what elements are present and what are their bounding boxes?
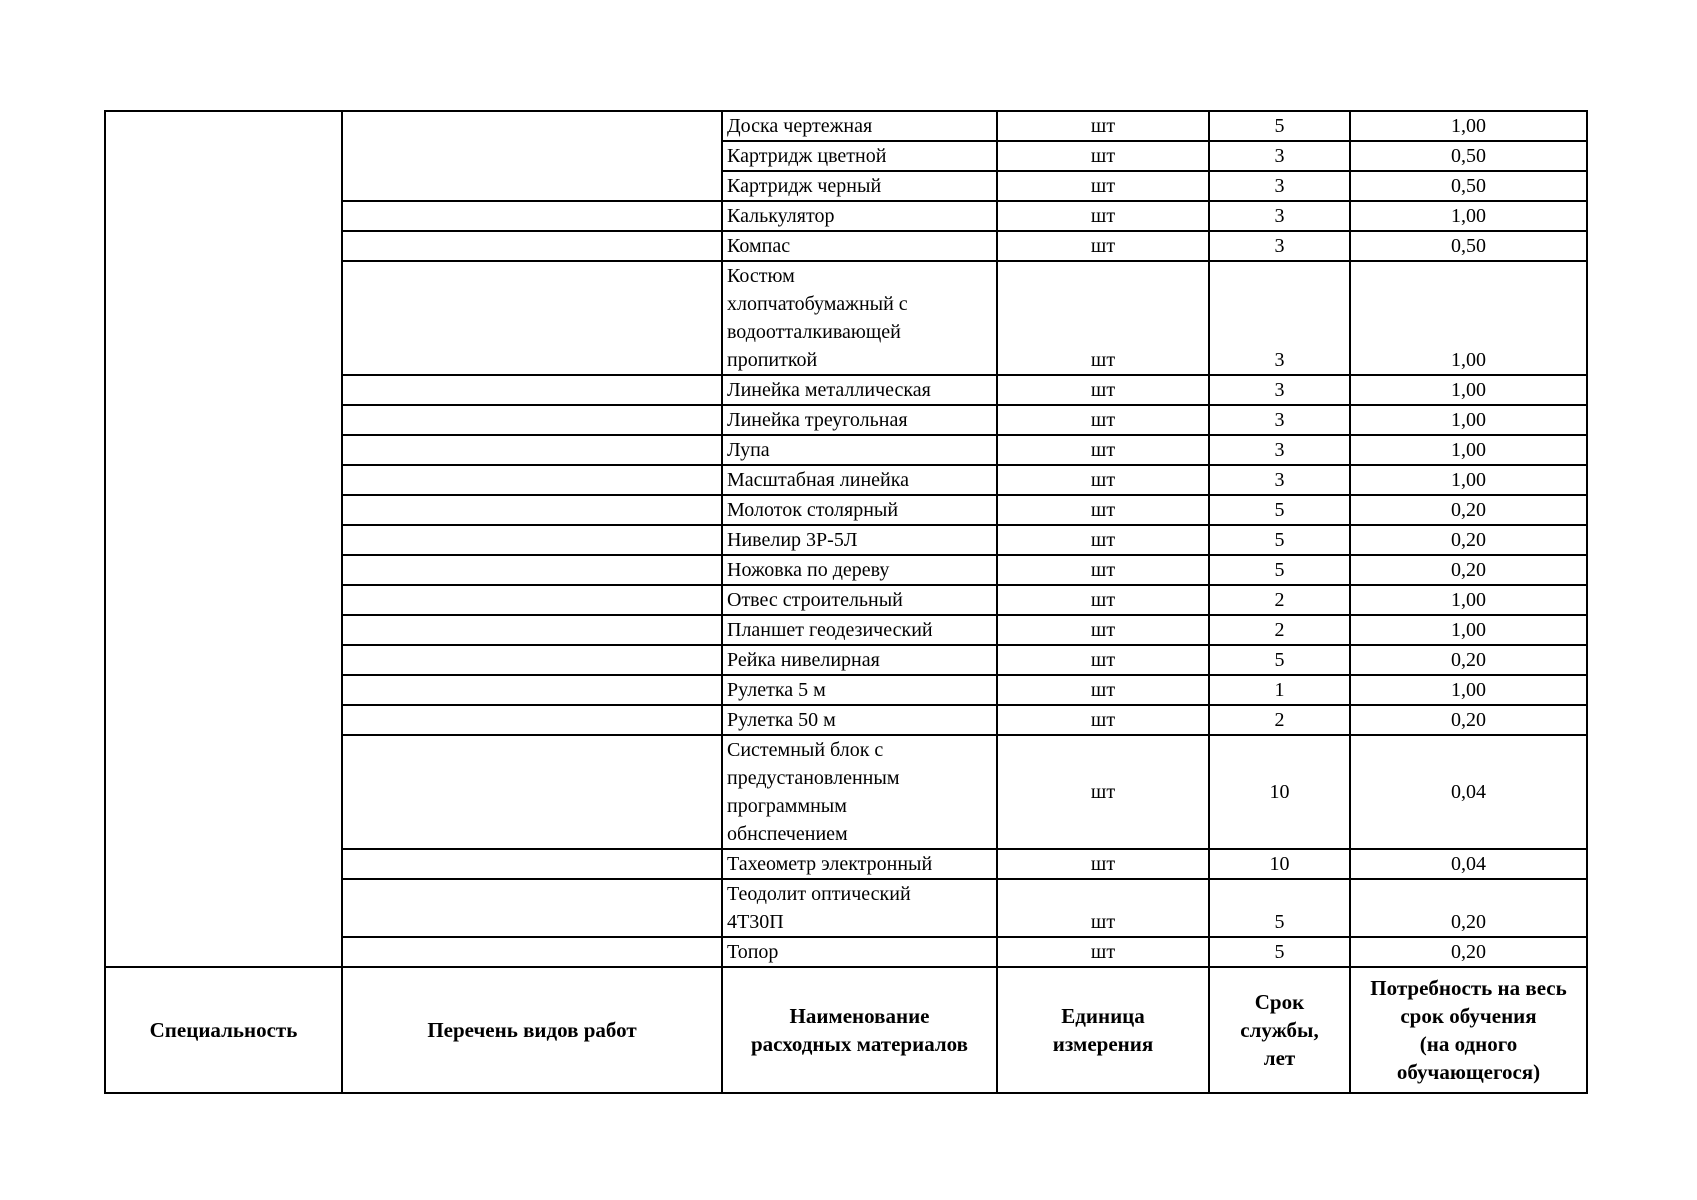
- works-cell: [342, 375, 722, 405]
- materials-table: [104, 110, 1588, 1094]
- material-name-cell: [722, 495, 997, 525]
- service-life-cell-text: 1: [1274, 679, 1285, 701]
- service-life-cell-text: 5: [1274, 649, 1285, 671]
- unit-cell-text: шт: [1090, 589, 1116, 611]
- unit-cell: [997, 495, 1209, 525]
- table-row: [105, 375, 1587, 405]
- works-cell: [342, 111, 722, 141]
- material-name-cell-text: Ножовка по дереву: [727, 559, 890, 581]
- service-life-cell: [1209, 675, 1350, 705]
- unit-cell-text: шт: [1090, 349, 1116, 371]
- material-name-cell-text: Доска чертежная: [727, 115, 873, 137]
- materials-table-body: [105, 111, 1587, 1093]
- works-cell: [342, 735, 722, 849]
- material-name-cell-text: Рулетка 50 м: [727, 709, 836, 731]
- specialty-cell: [105, 937, 342, 967]
- service-life-cell: [1209, 465, 1350, 495]
- table-row: [105, 849, 1587, 879]
- header-specialty: [105, 967, 342, 1093]
- material-name-cell: [722, 201, 997, 231]
- service-life-cell: [1209, 525, 1350, 555]
- need-cell: [1350, 231, 1587, 261]
- material-name-cell-text: Нивелир 3Р-5Л: [727, 529, 858, 551]
- unit-cell: [997, 615, 1209, 645]
- need-cell-text: 0,20: [1451, 941, 1486, 963]
- service-life-cell: [1209, 405, 1350, 435]
- need-cell-text: 0,20: [1451, 709, 1486, 731]
- specialty-cell: [105, 705, 342, 735]
- material-name-cell: [722, 525, 997, 555]
- need-cell-text: 0,20: [1451, 559, 1486, 581]
- specialty-cell: [105, 615, 342, 645]
- header-need-text: Потребность на весь срок обучения (на одного обучающегося): [1370, 976, 1567, 1084]
- specialty-cell: [105, 435, 342, 465]
- header-need: [1350, 967, 1587, 1093]
- material-name-cell-text: Планшет геодезический: [727, 619, 933, 641]
- need-cell-text: 0,20: [1451, 529, 1486, 551]
- service-life-cell: [1209, 111, 1350, 141]
- unit-cell-text: шт: [1090, 853, 1116, 875]
- service-life-cell: [1209, 937, 1350, 967]
- need-cell: [1350, 849, 1587, 879]
- unit-cell: [997, 375, 1209, 405]
- service-life-cell: [1209, 495, 1350, 525]
- service-life-cell-text: 3: [1274, 235, 1285, 257]
- service-life-cell: [1209, 231, 1350, 261]
- need-cell-text: 0,04: [1451, 781, 1486, 803]
- specialty-cell: [105, 375, 342, 405]
- service-life-cell: [1209, 375, 1350, 405]
- unit-cell: [997, 735, 1209, 849]
- header-specialty-text: Специальность: [149, 1018, 298, 1042]
- material-name-cell-text: Костюм хлопчатобумажный с водоотталкивающей пропиткой: [727, 265, 908, 371]
- need-cell: [1350, 735, 1587, 849]
- material-name-cell: [722, 645, 997, 675]
- service-life-cell: [1209, 261, 1350, 375]
- need-cell-text: 1,00: [1451, 409, 1486, 431]
- need-cell: [1350, 201, 1587, 231]
- header-unit: [997, 967, 1209, 1093]
- table-row: [105, 405, 1587, 435]
- service-life-cell-text: 5: [1274, 499, 1285, 521]
- works-cell: [342, 141, 722, 171]
- unit-cell: [997, 555, 1209, 585]
- material-name-cell: [722, 675, 997, 705]
- unit-cell-text: шт: [1090, 145, 1116, 167]
- material-name-cell: [722, 735, 997, 849]
- works-cell: [342, 231, 722, 261]
- material-name-cell: [722, 849, 997, 879]
- unit-cell-text: шт: [1090, 235, 1116, 257]
- unit-cell: [997, 849, 1209, 879]
- need-cell-text: 1,00: [1451, 379, 1486, 401]
- need-cell-text: 0,50: [1451, 175, 1486, 197]
- material-name-cell: [722, 435, 997, 465]
- need-cell: [1350, 555, 1587, 585]
- unit-cell: [997, 937, 1209, 967]
- unit-cell-text: шт: [1090, 205, 1116, 227]
- unit-cell-text: шт: [1090, 679, 1116, 701]
- header-service-life-text: Срок службы, лет: [1240, 990, 1319, 1070]
- material-name-cell-text: Картридж цветной: [727, 145, 887, 167]
- works-cell: [342, 405, 722, 435]
- material-name-cell-text: Линейка металлическая: [727, 379, 931, 401]
- table-row: [105, 645, 1587, 675]
- works-cell: [342, 555, 722, 585]
- material-name-cell-text: Масштабная линейка: [727, 469, 910, 491]
- need-cell: [1350, 465, 1587, 495]
- unit-cell-text: шт: [1090, 499, 1116, 521]
- table-row: [105, 465, 1587, 495]
- need-cell: [1350, 261, 1587, 375]
- header-works-text: Перечень видов работ: [427, 1018, 637, 1042]
- table-row: [105, 201, 1587, 231]
- unit-cell: [997, 171, 1209, 201]
- service-life-cell-text: 3: [1274, 409, 1285, 431]
- need-cell-text: 1,00: [1451, 439, 1486, 461]
- need-cell: [1350, 879, 1587, 937]
- works-cell: [342, 675, 722, 705]
- unit-cell-text: шт: [1090, 469, 1116, 491]
- material-name-cell: [722, 465, 997, 495]
- material-name-cell-text: Линейка треугольная: [727, 409, 908, 431]
- need-cell-text: 1,00: [1451, 679, 1486, 701]
- unit-cell-text: шт: [1090, 529, 1116, 551]
- need-cell: [1350, 495, 1587, 525]
- service-life-cell-text: 3: [1274, 205, 1285, 227]
- need-cell-text: 0,20: [1451, 499, 1486, 521]
- service-life-cell-text: 5: [1274, 911, 1285, 933]
- material-name-cell: [722, 141, 997, 171]
- service-life-cell: [1209, 735, 1350, 849]
- material-name-cell: [722, 405, 997, 435]
- specialty-cell: [105, 555, 342, 585]
- unit-cell-text: шт: [1090, 115, 1116, 137]
- service-life-cell: [1209, 615, 1350, 645]
- need-cell: [1350, 435, 1587, 465]
- material-name-cell: [722, 111, 997, 141]
- need-cell-text: 0,50: [1451, 145, 1486, 167]
- specialty-cell: [105, 735, 342, 849]
- need-cell: [1350, 645, 1587, 675]
- unit-cell: [997, 585, 1209, 615]
- works-cell: [342, 705, 722, 735]
- table-row: [105, 879, 1587, 937]
- service-life-cell: [1209, 555, 1350, 585]
- unit-cell-text: шт: [1090, 409, 1116, 431]
- unit-cell-text: шт: [1090, 709, 1116, 731]
- service-life-cell: [1209, 585, 1350, 615]
- material-name-cell: [722, 555, 997, 585]
- need-cell: [1350, 525, 1587, 555]
- material-name-cell-text: Топор: [727, 941, 779, 963]
- need-cell-text: 1,00: [1451, 115, 1486, 137]
- table-row: [105, 615, 1587, 645]
- table-row: [105, 171, 1587, 201]
- header-material-name-text: Наименование расходных материалов: [750, 1004, 968, 1056]
- material-name-cell: [722, 171, 997, 201]
- need-cell: [1350, 111, 1587, 141]
- material-name-cell: [722, 261, 997, 375]
- material-name-cell-text: Рулетка 5 м: [727, 679, 826, 701]
- table-row: [105, 435, 1587, 465]
- material-name-cell: [722, 585, 997, 615]
- works-cell: [342, 261, 722, 375]
- table-row: [105, 735, 1587, 849]
- need-cell: [1350, 615, 1587, 645]
- service-life-cell: [1209, 645, 1350, 675]
- service-life-cell-text: 2: [1274, 619, 1285, 641]
- unit-cell-text: шт: [1090, 619, 1116, 641]
- unit-cell-text: шт: [1090, 911, 1116, 933]
- need-cell: [1350, 585, 1587, 615]
- material-name-cell-text: Системный блок с предустановленным программным обнспечением: [727, 739, 900, 845]
- service-life-cell: [1209, 705, 1350, 735]
- material-name-cell-text: Тахеометр электронный: [727, 853, 933, 875]
- need-cell: [1350, 675, 1587, 705]
- table-row: [105, 937, 1587, 967]
- works-cell: [342, 525, 722, 555]
- unit-cell-text: шт: [1090, 439, 1116, 461]
- material-name-cell-text: Рейка нивелирная: [727, 649, 880, 671]
- unit-cell: [997, 231, 1209, 261]
- service-life-cell-text: 3: [1274, 349, 1285, 371]
- unit-cell-text: шт: [1090, 781, 1116, 803]
- service-life-cell: [1209, 141, 1350, 171]
- need-cell: [1350, 937, 1587, 967]
- specialty-cell: [105, 525, 342, 555]
- table-row: [105, 525, 1587, 555]
- need-cell-text: 0,50: [1451, 235, 1486, 257]
- specialty-cell: [105, 405, 342, 435]
- unit-cell: [997, 465, 1209, 495]
- table-row: [105, 141, 1587, 171]
- service-life-cell-text: 2: [1274, 589, 1285, 611]
- table-row: [105, 705, 1587, 735]
- works-cell: [342, 201, 722, 231]
- material-name-cell: [722, 615, 997, 645]
- unit-cell: [997, 645, 1209, 675]
- unit-cell: [997, 111, 1209, 141]
- material-name-cell-text: Компас: [727, 235, 791, 257]
- need-cell: [1350, 705, 1587, 735]
- specialty-cell: [105, 585, 342, 615]
- works-cell: [342, 495, 722, 525]
- need-cell: [1350, 141, 1587, 171]
- table-row: [105, 495, 1587, 525]
- table-row: [105, 231, 1587, 261]
- works-cell: [342, 465, 722, 495]
- service-life-cell: [1209, 201, 1350, 231]
- table-row: [105, 111, 1587, 141]
- unit-cell: [997, 525, 1209, 555]
- unit-cell: [997, 675, 1209, 705]
- need-cell-text: 0,20: [1451, 911, 1486, 933]
- service-life-cell-text: 3: [1274, 175, 1285, 197]
- works-cell: [342, 645, 722, 675]
- need-cell-text: 0,04: [1451, 853, 1486, 875]
- unit-cell-text: шт: [1090, 941, 1116, 963]
- service-life-cell-text: 5: [1274, 115, 1285, 137]
- need-cell: [1350, 405, 1587, 435]
- specialty-cell: [105, 645, 342, 675]
- need-cell-text: 1,00: [1451, 349, 1486, 371]
- unit-cell: [997, 435, 1209, 465]
- specialty-cell: [105, 141, 342, 171]
- need-cell-text: 0,20: [1451, 649, 1486, 671]
- material-name-cell-text: Отвес строительный: [727, 589, 903, 611]
- header-unit-text: Единица измерения: [1052, 1004, 1154, 1056]
- service-life-cell-text: 3: [1274, 145, 1285, 167]
- unit-cell: [997, 261, 1209, 375]
- material-name-cell-text: Лупа: [727, 439, 770, 461]
- unit-cell: [997, 705, 1209, 735]
- service-life-cell: [1209, 849, 1350, 879]
- specialty-cell: [105, 465, 342, 495]
- works-cell: [342, 435, 722, 465]
- unit-cell-text: шт: [1090, 379, 1116, 401]
- need-cell-text: 1,00: [1451, 589, 1486, 611]
- service-life-cell-text: 5: [1274, 941, 1285, 963]
- table-row: [105, 585, 1587, 615]
- service-life-cell-text: 10: [1269, 781, 1290, 803]
- header-service-life: [1209, 967, 1350, 1093]
- service-life-cell: [1209, 879, 1350, 937]
- specialty-cell: [105, 231, 342, 261]
- specialty-cell: [105, 111, 342, 141]
- works-cell: [342, 615, 722, 645]
- material-name-cell-text: Калькулятор: [727, 205, 835, 227]
- material-name-cell: [722, 705, 997, 735]
- table-row: [105, 555, 1587, 585]
- table-header-row: [105, 967, 1587, 1093]
- service-life-cell-text: 3: [1274, 439, 1285, 461]
- material-name-cell-text: Картридж черный: [727, 175, 882, 197]
- unit-cell: [997, 879, 1209, 937]
- need-cell: [1350, 171, 1587, 201]
- service-life-cell-text: 5: [1274, 559, 1285, 581]
- need-cell-text: 1,00: [1451, 469, 1486, 491]
- service-life-cell-text: 2: [1274, 709, 1285, 731]
- specialty-cell: [105, 675, 342, 705]
- service-life-cell-text: 5: [1274, 529, 1285, 551]
- unit-cell: [997, 201, 1209, 231]
- table-row: [105, 261, 1587, 375]
- service-life-cell-text: 10: [1269, 853, 1290, 875]
- service-life-cell: [1209, 435, 1350, 465]
- works-cell: [342, 879, 722, 937]
- works-cell: [342, 937, 722, 967]
- works-cell: [342, 171, 722, 201]
- unit-cell-text: шт: [1090, 175, 1116, 197]
- specialty-cell: [105, 171, 342, 201]
- material-name-cell-text: Молоток столярный: [727, 499, 899, 521]
- material-name-cell-text: Теодолит оптический 4Т30П: [727, 883, 911, 933]
- need-cell: [1350, 375, 1587, 405]
- service-life-cell-text: 3: [1274, 379, 1285, 401]
- works-cell: [342, 585, 722, 615]
- unit-cell-text: шт: [1090, 559, 1116, 581]
- table-row: [105, 675, 1587, 705]
- unit-cell: [997, 141, 1209, 171]
- need-cell-text: 1,00: [1451, 205, 1486, 227]
- material-name-cell: [722, 879, 997, 937]
- specialty-cell: [105, 201, 342, 231]
- material-name-cell: [722, 231, 997, 261]
- header-material-name: [722, 967, 997, 1093]
- header-works: [342, 967, 722, 1093]
- need-cell-text: 1,00: [1451, 619, 1486, 641]
- unit-cell-text: шт: [1090, 649, 1116, 671]
- material-name-cell: [722, 375, 997, 405]
- specialty-cell: [105, 495, 342, 525]
- unit-cell: [997, 405, 1209, 435]
- specialty-cell: [105, 879, 342, 937]
- specialty-cell: [105, 849, 342, 879]
- specialty-cell: [105, 261, 342, 375]
- works-cell: [342, 849, 722, 879]
- material-name-cell: [722, 937, 997, 967]
- service-life-cell: [1209, 171, 1350, 201]
- service-life-cell-text: 3: [1274, 469, 1285, 491]
